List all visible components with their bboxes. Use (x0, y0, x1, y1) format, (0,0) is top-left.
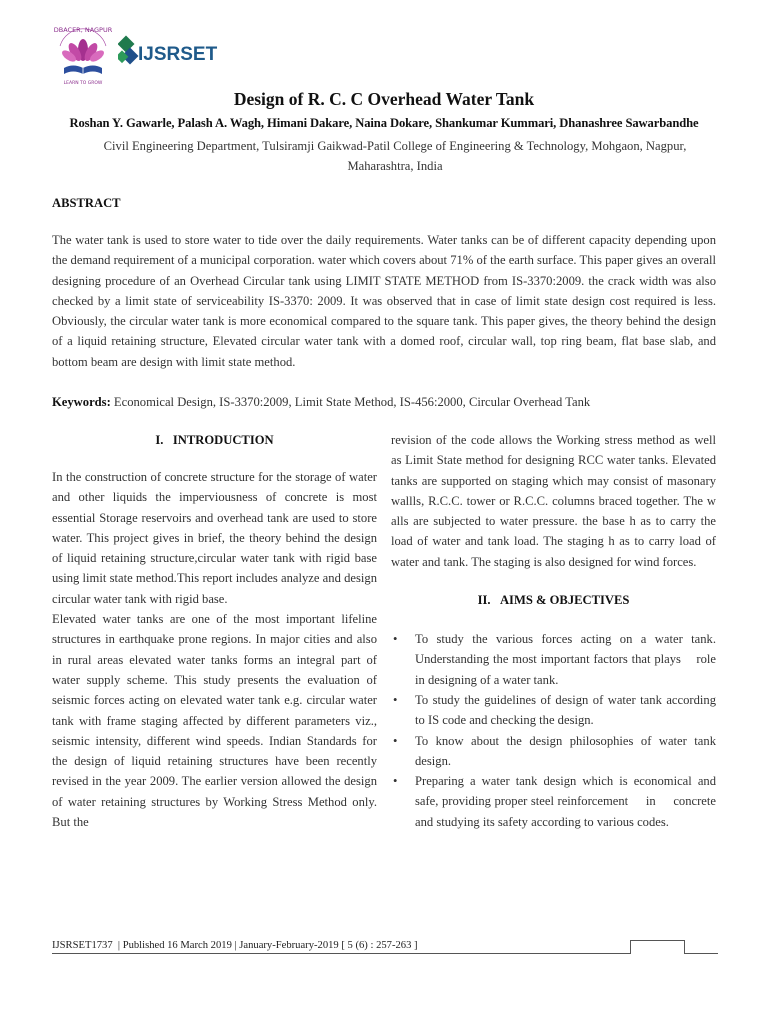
paper-title: Design of R. C. C Overhead Water Tank (233, 89, 535, 109)
keywords-line (52, 393, 716, 411)
aims-list (391, 629, 716, 832)
aims-item-text: To know about the design philosophies of water tank design. (415, 733, 716, 768)
introduction-heading: I. INTRODUCTION (155, 433, 274, 447)
keywords-label: Keywords: (52, 395, 111, 409)
author-list: Roshan Y. Gawarle, Palash A. Wagh, Himani Dakare, Naina Dokare, Shankumar Kummari, Dhanashree Sawarbandhe (69, 116, 699, 130)
affiliation: Civil Engineering Department, Tulsiramji Gaikwad-Patil College of Engineering & Technology, Mohgaon, Nagpur, Maharashtra, India (103, 139, 687, 173)
aims-item-text: To study the various forces acting on a water tank. Understanding the most important factors that plays role in designing of a water tank. (415, 632, 716, 687)
list-item (391, 731, 716, 772)
bullet-icon: • (393, 692, 398, 707)
introduction-paragraph-3: revision of the code allows the Working stress method as well as Limit State method for designing RCC water tanks. Elevated tanks are supported on staging which may consist of masonary wallls, R.C.C. tower or R.C.C. columns braced together. The w alls are subjected to water pressure. the base h as to carry the load of water and tank load. The staging h as to carry load of water and tank. The staging is also designed for wind forces. (391, 433, 716, 569)
emblem-motto: LEARN TO GROW (63, 81, 103, 86)
aims-item-text: Preparing a water tank design which is economical and safe, providing proper steel reinforcement in concrete and studying its safety according to various codes. (415, 774, 716, 829)
bullet-icon: • (393, 632, 398, 647)
ijsrset-logo-icon (118, 32, 230, 72)
introduction-paragraph-2: Elevated water tanks are one of the most important lifeline structures in earthquake prone regions. In major cities and also in rural areas elevated water tanks forms an integral part of water supply scheme. This study presents the evaluation of seismic forces acting on elevated water tank e.g. circular water tank with frame staging affected by different parameters viz., seismic intensity, different wind speeds. Indian Standards for the design of liquid retaining structures have been recently revised in the year 2009. The earlier version allowed the design of water retaining structures by Working Stress Method only. But the (52, 612, 377, 830)
introduction-paragraph-1: In the construction of concrete structure for the storage of water and other liquids the imperviousness of concrete is most essential Storage reservoirs and overhead tank are used to store water. This project gives in brief, the theory behind the design of liquid retaining structure,circular water tank with rigid base using limit state method.This report includes analyze and design circular water tank with rigid base. (52, 470, 377, 606)
footer-divider (52, 953, 718, 954)
puzzle-mark-icon (118, 36, 138, 65)
abstract-body: The water tank is used to store water to tide over the daily requirements. Water tanks can be of different capacity depending upon the demand requirement of a municipal corporation. water which covers about 71% of the earth surface. This paper gives an overall designing procedure of an Overhead Circular tank using LIMIT STATE METHOD from IS-3370:2009. the crack width was also checked by a limit state of serviceability IS-3370: 2009. It was observed that in case of limit state design cost required is less. Obviously, the circular water tank is more economical compared to the square tank. This paper gives, the theory behind the design of a liquid retaining structure, Elevated circular water tank with a domed roof, circular wall, top ring beam, flat base slab, and bottom beam are design with limit state method. (52, 233, 716, 369)
footer-citation: IJSRSET1737 | Published 16 March 2019 | January-February-2019 [ 5 (6) : 257-263 ] (52, 940, 418, 951)
header-logos (52, 22, 232, 92)
lotus-icon (60, 39, 106, 64)
book-icon (64, 66, 102, 75)
right-column (391, 430, 716, 832)
bullet-icon: • (393, 733, 398, 748)
ijsrset-wordmark: IJSRSET (138, 44, 218, 65)
page-number-box (630, 940, 685, 954)
list-item (391, 629, 716, 690)
emblem-ring-text: DBACER, NAGPUR (53, 26, 113, 34)
aims-heading: II. AIMS & OBJECTIVES (477, 593, 630, 608)
abstract-heading: ABSTRACT (52, 196, 121, 210)
list-item (391, 690, 716, 731)
left-column (52, 430, 377, 832)
keywords-text: Economical Design, IS-3370:2009, Limit State Method, IS-456:2000, Circular Overhead Tank (110, 395, 591, 409)
college-emblem-icon (52, 22, 114, 90)
list-item (391, 771, 716, 832)
aims-item-text: To study the guidelines of design of water tank according to IS code and checking the design. (415, 692, 716, 728)
bullet-icon: • (393, 774, 398, 789)
